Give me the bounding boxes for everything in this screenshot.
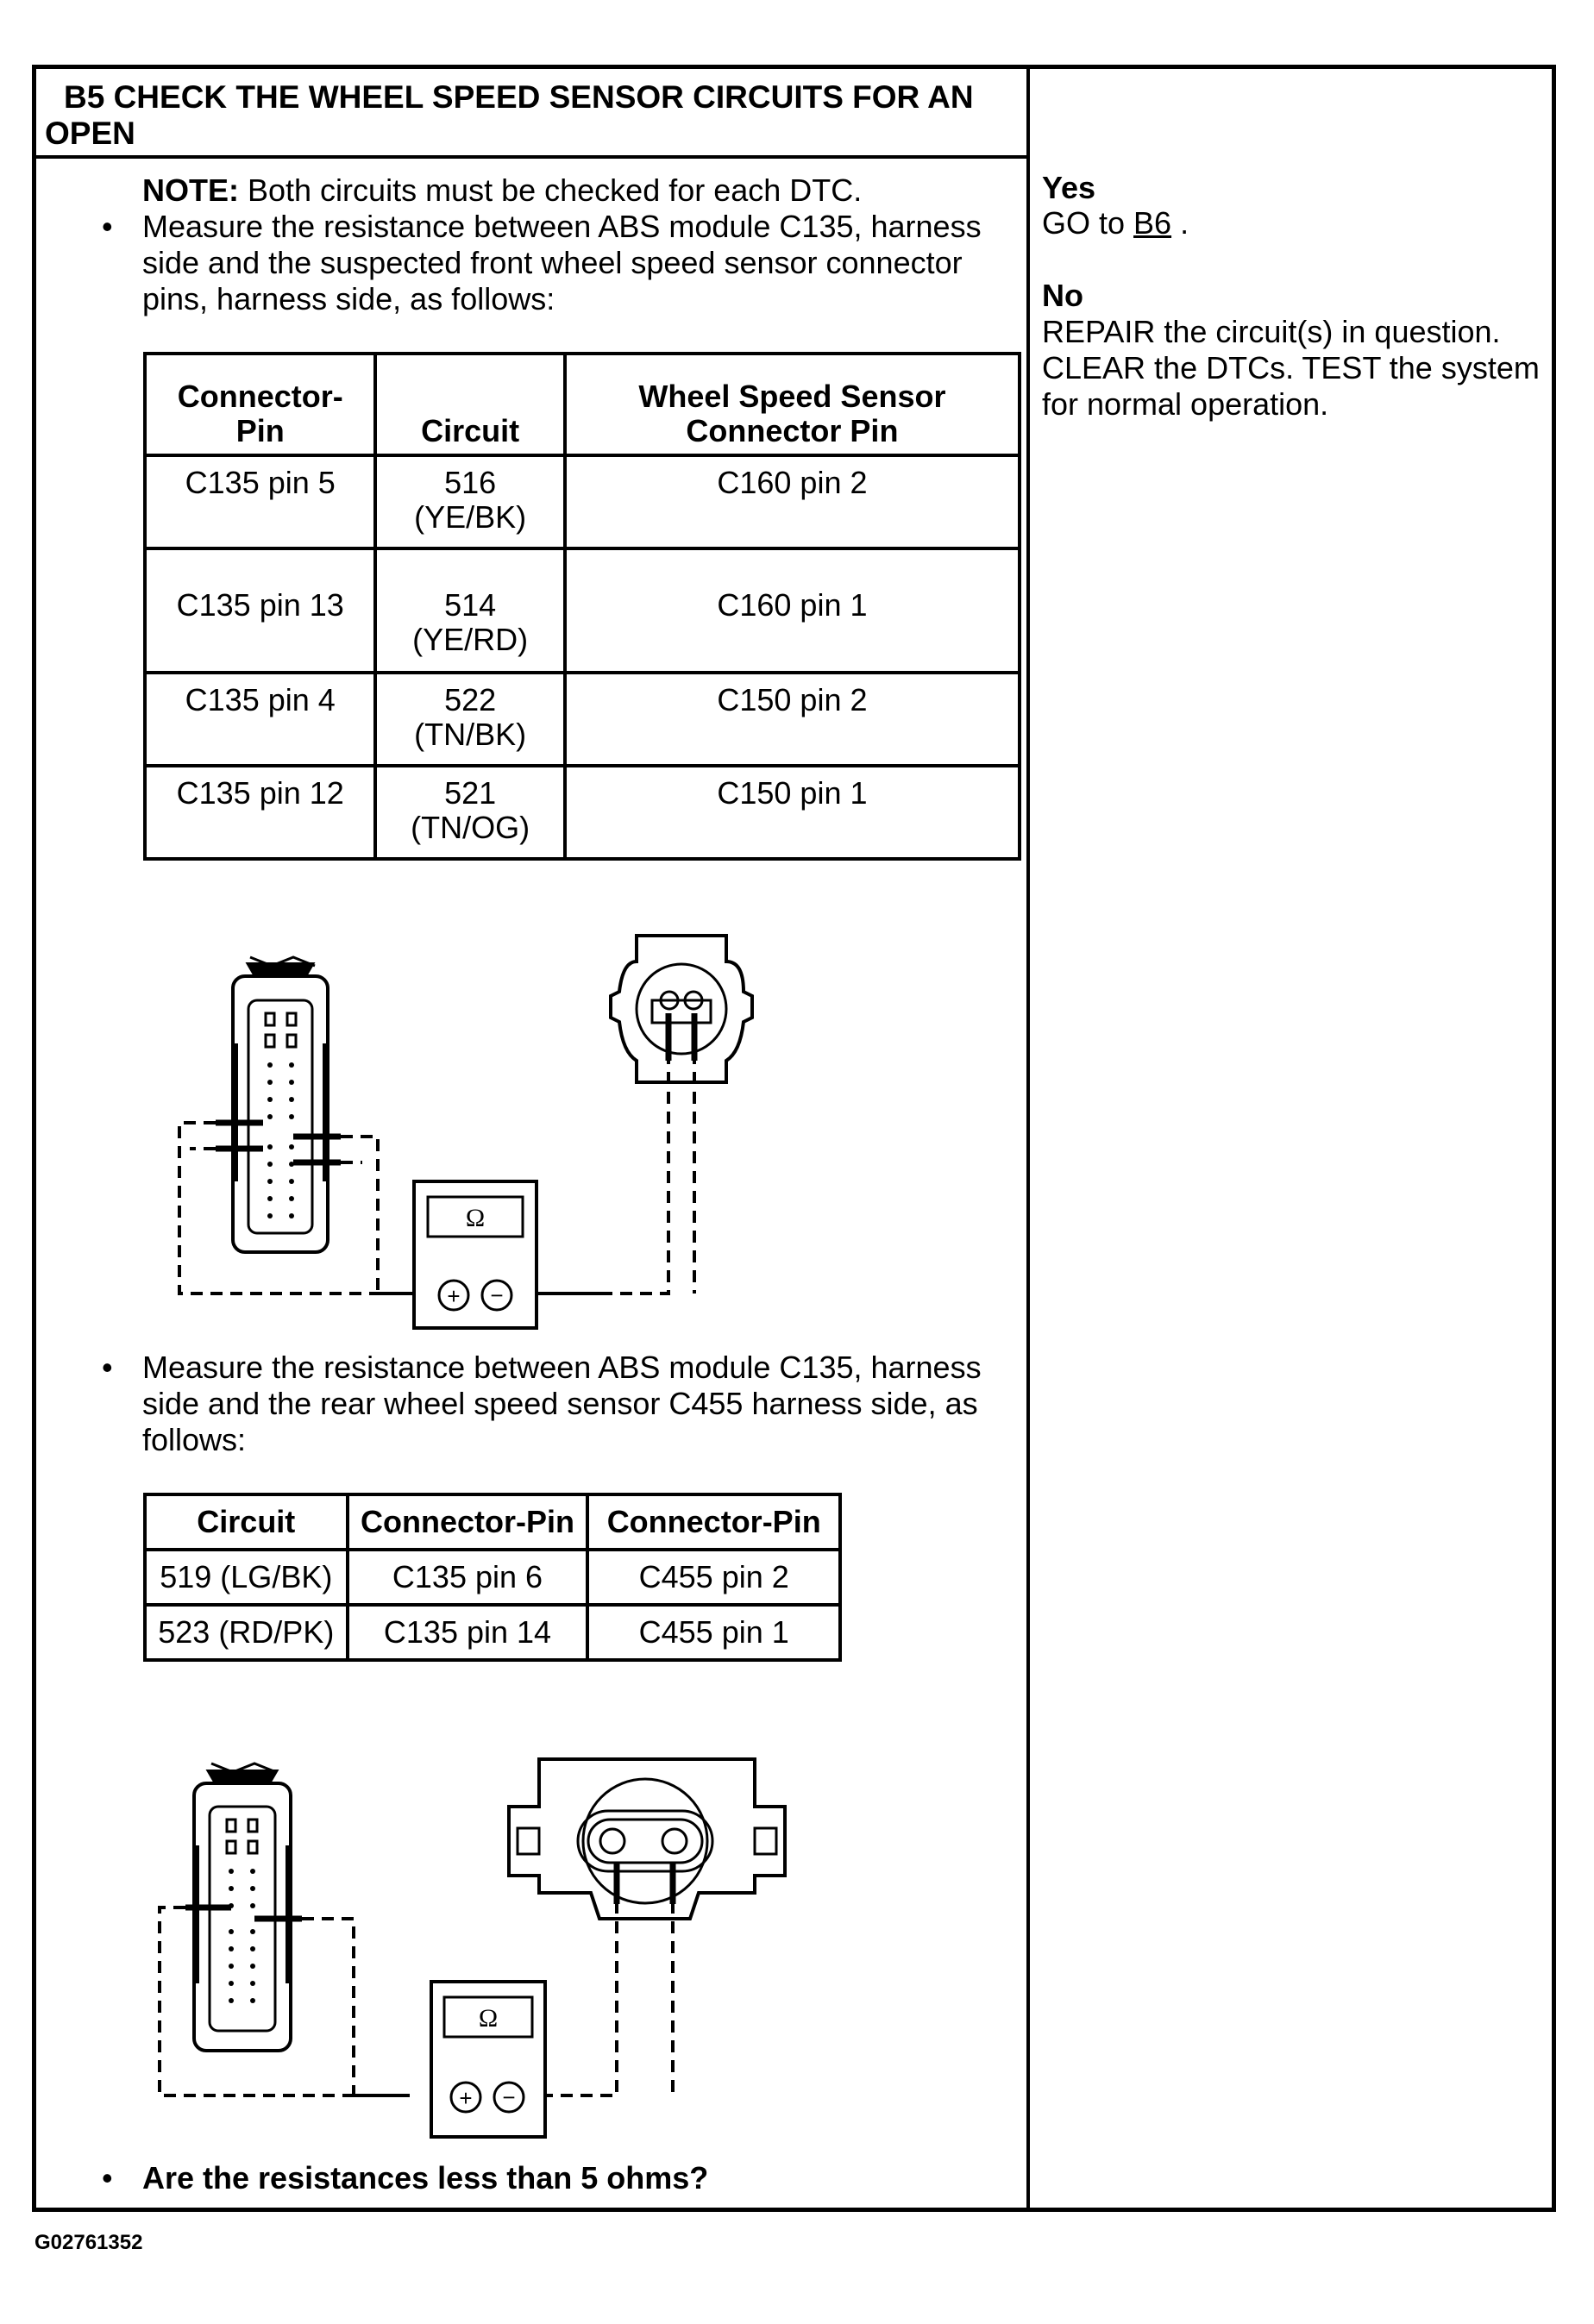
note	[142, 172, 862, 209]
bullet-icon: •	[102, 209, 113, 244]
bullet-icon: •	[102, 1350, 113, 1385]
yes-action-prefix: GO to	[1042, 205, 1134, 241]
table-cell: C135 pin 5	[145, 455, 375, 548]
table-header-row	[145, 1494, 840, 1550]
table-row	[145, 766, 1020, 859]
table-row	[145, 455, 1020, 548]
column-divider	[1026, 65, 1030, 2212]
table-cell: 523 (RD/PK)	[145, 1605, 348, 1660]
column-header: Connector-Pin	[348, 1494, 588, 1550]
table-cell: C135 pin 4	[145, 673, 375, 766]
note-text: Both circuits must be checked for each DTC.	[239, 172, 863, 208]
table-cell: 519 (LG/BK)	[145, 1550, 348, 1605]
table-row	[145, 673, 1020, 766]
table-cell: C160 pin 2	[565, 455, 1020, 548]
figure-id: G02761352	[35, 2231, 143, 2254]
table-cell: C135 pin 14	[348, 1605, 588, 1660]
table-cell: C160 pin 1	[565, 548, 1020, 673]
column-header: Connector- Pin	[145, 354, 375, 455]
table-row	[145, 1605, 840, 1660]
column-header: Circuit	[145, 1494, 348, 1550]
ohm-symbol: Ω	[465, 1204, 486, 1232]
column-header: Circuit	[375, 354, 564, 455]
table-cell: 521 (TN/OG)	[375, 766, 564, 859]
column-header: Wheel Speed Sensor Connector Pin	[565, 354, 1020, 455]
table-cell: C135 pin 13	[145, 548, 375, 673]
rear-sensor-table	[143, 1493, 842, 1662]
column-header: Connector-Pin	[587, 1494, 840, 1550]
plus-icon: +	[447, 1283, 461, 1309]
step-title: B5 CHECK THE WHEEL SPEED SENSOR CIRCUITS FOR AN OPEN	[45, 79, 974, 151]
minus-icon: −	[490, 1282, 504, 1308]
table-row	[145, 1550, 840, 1605]
ohm-symbol: Ω	[478, 2004, 499, 2033]
table-header-row	[145, 354, 1020, 455]
table-cell: 514 (YE/RD)	[375, 548, 564, 673]
yes-label: Yes	[1042, 170, 1096, 205]
table-cell: C455 pin 1	[587, 1605, 840, 1660]
bullet-rear-instruction: Measure the resistance between ABS module C135, harness side and the rear wheel speed sensor C455 harness side, as follows:	[142, 1350, 982, 1457]
table-cell: C135 pin 6	[348, 1550, 588, 1605]
table-cell: C150 pin 2	[565, 673, 1020, 766]
front-sensor-diagram	[164, 923, 768, 1337]
table-row	[145, 548, 1020, 673]
bullet-front-instruction: Measure the resistance between ABS module C135, harness side and the suspected front wheel speed sensor connector pins, harness side, as follows:	[142, 209, 982, 316]
no-label: No	[1042, 278, 1083, 313]
front-sensor-table	[143, 352, 1021, 861]
rear-sensor-diagram	[147, 1751, 819, 2147]
note-label: NOTE:	[142, 172, 239, 208]
minus-icon: −	[502, 2084, 516, 2110]
no-action: REPAIR the circuit(s) in question. CLEAR the DTCs. TEST the system for normal operation.	[1042, 314, 1540, 422]
question-text: Are the resistances less than 5 ohms?	[142, 2160, 709, 2196]
table-cell: C455 pin 2	[587, 1550, 840, 1605]
yes-action-suffix: .	[1171, 205, 1189, 241]
bullet-icon: •	[102, 2160, 113, 2196]
table-cell: 522 (TN/BK)	[375, 673, 564, 766]
goto-b6-link[interactable]: B6	[1133, 205, 1172, 241]
table-cell: C150 pin 1	[565, 766, 1020, 859]
yes-action	[1042, 205, 1189, 241]
plus-icon: +	[459, 2085, 473, 2111]
table-cell: C135 pin 12	[145, 766, 375, 859]
table-cell: 516 (YE/BK)	[375, 455, 564, 548]
step-header	[36, 69, 1026, 159]
